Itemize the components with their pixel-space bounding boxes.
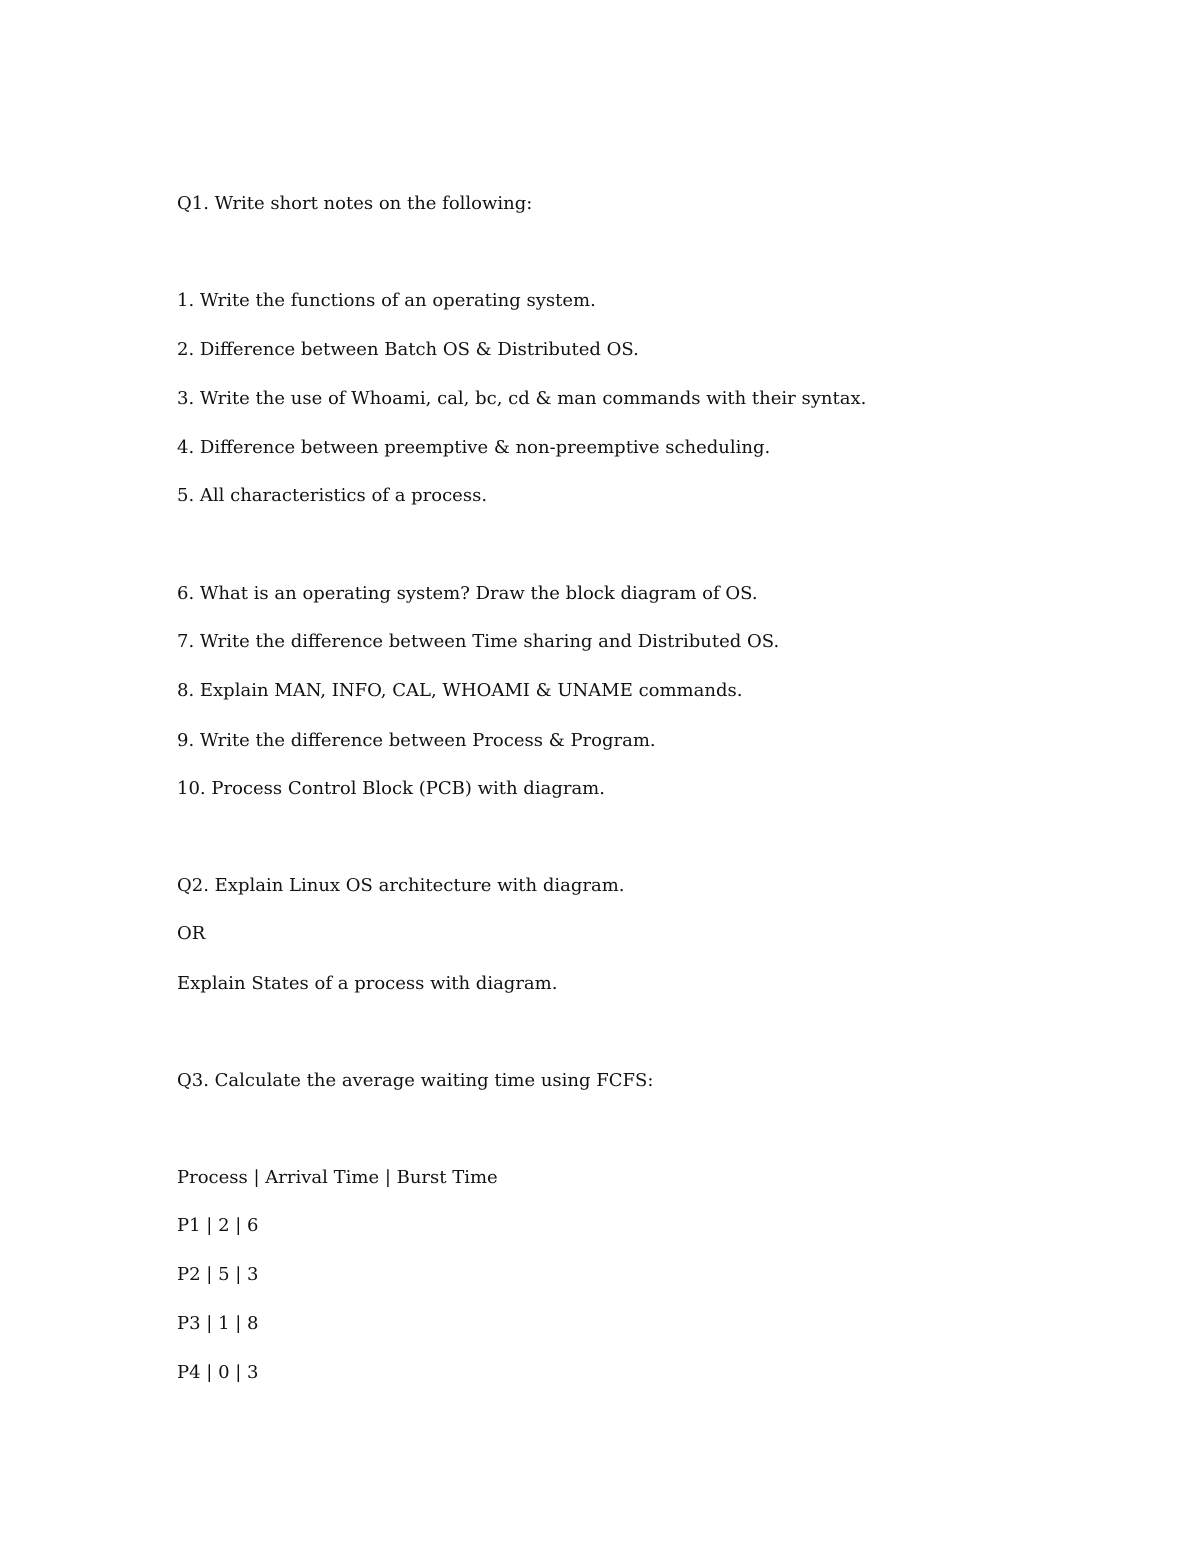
q3-table-row: P3 | 1 | 8 (177, 1313, 259, 1334)
q1-item-5: 5. All characteristics of a process. (177, 485, 488, 506)
q1-item-6: 6. What is an operating system? Draw the block diagram of OS. (177, 583, 758, 604)
q1-item-7: 7. Write the difference between Time sharing and Distributed OS. (177, 631, 780, 652)
q2-or: OR (177, 923, 206, 944)
q1-item-10: 10. Process Control Block (PCB) with diagram. (177, 778, 605, 799)
q3-table-header: Process | Arrival Time | Burst Time (177, 1167, 498, 1188)
q3-table-row: P1 | 2 | 6 (177, 1215, 259, 1236)
q1-item-3: 3. Write the use of Whoami, cal, bc, cd & man commands with their syntax. (177, 388, 867, 409)
q1-item-1: 1. Write the functions of an operating system. (177, 290, 596, 311)
q1-item-9: 9. Write the difference between Process & Program. (177, 730, 656, 751)
q2-heading: Q2. Explain Linux OS architecture with diagram. (177, 875, 625, 896)
q3-heading: Q3. Calculate the average waiting time using FCFS: (177, 1070, 654, 1091)
q1-item-2: 2. Difference between Batch OS & Distributed OS. (177, 339, 639, 360)
q2-alternative: Explain States of a process with diagram. (177, 973, 558, 994)
q1-heading: Q1. Write short notes on the following: (177, 193, 533, 214)
q1-item-8: 8. Explain MAN, INFO, CAL, WHOAMI & UNAME commands. (177, 680, 743, 701)
q3-table-row: P2 | 5 | 3 (177, 1264, 259, 1285)
q1-item-4: 4. Difference between preemptive & non-preemptive scheduling. (177, 437, 771, 458)
q3-table-row: P4 | 0 | 3 (177, 1362, 259, 1383)
